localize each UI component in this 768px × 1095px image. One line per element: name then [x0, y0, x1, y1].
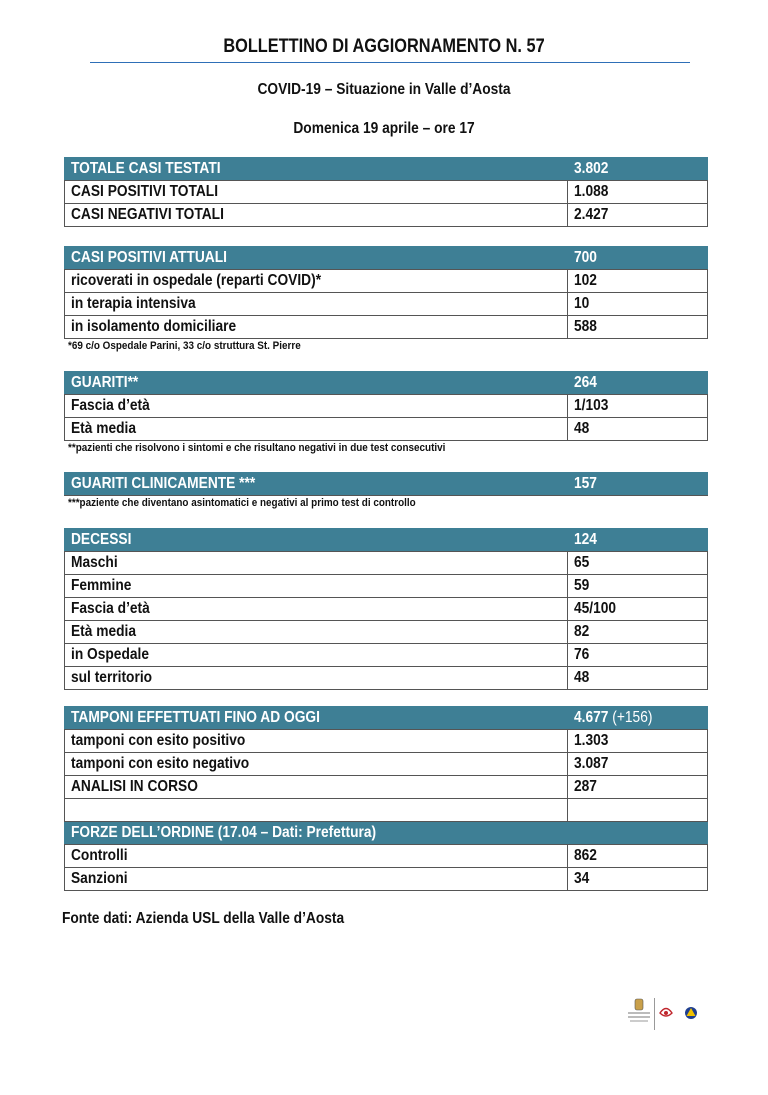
table-header-row — [65, 158, 708, 181]
header-value: 3.802 — [574, 160, 609, 177]
row-value: 65 — [574, 554, 590, 571]
table-row — [65, 316, 708, 339]
table-row — [65, 845, 708, 868]
table-row — [65, 598, 708, 621]
header-value: 264 — [574, 374, 598, 391]
table-casi-testati — [64, 157, 708, 227]
table-positivi-attuali — [64, 246, 708, 339]
row-label: in Ospedale — [71, 646, 150, 663]
row-value: 102 — [574, 272, 598, 289]
row-value: 34 — [574, 870, 590, 887]
row-value: 287 — [574, 778, 598, 795]
table-row — [65, 667, 708, 690]
data-source: Fonte dati: Azienda USL della Valle d’Aosta — [62, 910, 345, 927]
table-row — [65, 395, 708, 418]
table-row — [65, 270, 708, 293]
row-label: tamponi con esito positivo — [71, 732, 246, 749]
title-underline — [90, 62, 690, 63]
table-header-row — [65, 473, 708, 496]
header-value: 124 — [574, 531, 598, 548]
header-label: CASI POSITIVI ATTUALI — [71, 249, 227, 266]
header-value: 700 — [574, 249, 598, 266]
table-header-row — [65, 247, 708, 270]
table-row — [65, 621, 708, 644]
table-row — [65, 644, 708, 667]
footnote-guariti-clinicamente: ***paziente che diventano asintomatici e negativi al primo test di controllo — [68, 497, 416, 509]
header-value: 157 — [574, 475, 598, 492]
table-row — [65, 293, 708, 316]
table-row — [65, 204, 708, 227]
row-label: Fascia d’età — [71, 600, 150, 617]
row-value: 1.088 — [574, 183, 609, 200]
header-value: 4.677 — [574, 709, 609, 726]
row-label: Sanzioni — [71, 870, 128, 887]
header-label: FORZE DELL’ORDINE (17.04 – Dati: Prefettura) — [71, 824, 377, 841]
row-value: 82 — [574, 623, 590, 640]
table-tamponi — [64, 706, 708, 891]
row-label: Controlli — [71, 847, 128, 864]
row-value: 2.427 — [574, 206, 609, 223]
table-row — [65, 753, 708, 776]
row-value: 3.087 — [574, 755, 609, 772]
row-label: Fascia d’età — [71, 397, 150, 414]
header-label: GUARITI CLINICAMENTE *** — [71, 475, 256, 492]
row-label: in terapia intensiva — [71, 295, 196, 312]
logo-divider — [654, 998, 655, 1030]
table-row — [65, 776, 708, 799]
header-label: TOTALE CASI TESTATI — [71, 160, 221, 177]
row-value: 76 — [574, 646, 590, 663]
table-row — [65, 730, 708, 753]
civil-protection-logo-icon — [685, 1007, 697, 1019]
row-label: CASI NEGATIVI TOTALI — [71, 206, 224, 223]
table-row — [65, 181, 708, 204]
row-value: 588 — [574, 318, 598, 335]
header-label: TAMPONI EFFETTUATI FINO AD OGGI — [71, 709, 320, 726]
institutional-logos — [624, 997, 702, 1031]
table-row — [65, 552, 708, 575]
table-guariti-clinicamente — [64, 472, 708, 496]
header-label: DECESSI — [71, 531, 132, 548]
table-row-empty — [65, 799, 708, 822]
table-header-row — [65, 372, 708, 395]
row-label: CASI POSITIVI TOTALI — [71, 183, 219, 200]
bulletin-subtitle: COVID-19 – Situazione in Valle d’Aosta — [257, 81, 511, 98]
row-value: 1.303 — [574, 732, 609, 749]
region-coat-of-arms-icon — [628, 999, 650, 1022]
row-label: ricoverati in ospedale (reparti COVID)* — [71, 272, 322, 289]
table-row — [65, 418, 708, 441]
row-value: 45/100 — [574, 600, 617, 617]
row-value: 10 — [574, 295, 590, 312]
bulletin-date: Domenica 19 aprile – ore 17 — [293, 120, 475, 137]
footnote-hospitals: *69 c/o Ospedale Parini, 33 c/o struttura St. Pierre — [68, 340, 301, 352]
row-value: 48 — [574, 420, 590, 437]
row-label: in isolamento domiciliare — [71, 318, 237, 335]
row-label: sul territorio — [71, 669, 153, 686]
row-label: tamponi con esito negativo — [71, 755, 250, 772]
header-label: GUARITI** — [71, 374, 139, 391]
row-label: Maschi — [71, 554, 118, 571]
table-guariti — [64, 371, 708, 441]
table-header-row — [65, 707, 708, 730]
row-value: 1/103 — [574, 397, 609, 414]
row-value: 59 — [574, 577, 590, 594]
row-label: ANALISI IN CORSO — [71, 778, 198, 795]
table-header-row — [65, 822, 708, 845]
usl-logo-icon — [660, 1009, 672, 1017]
table-decessi — [64, 528, 708, 690]
header-value-increment: (+156) — [612, 709, 653, 726]
row-label: Età media — [71, 623, 137, 640]
footnote-guariti: **pazienti che risolvono i sintomi e che risultano negativi in due test consecutivi — [68, 442, 446, 454]
table-row — [65, 575, 708, 598]
row-value: 48 — [574, 669, 590, 686]
bulletin-title: BOLLETTINO DI AGGIORNAMENTO N. 57 — [223, 36, 545, 57]
row-label: Età media — [71, 420, 137, 437]
row-value: 862 — [574, 847, 598, 864]
table-row — [65, 868, 708, 891]
table-header-row — [65, 529, 708, 552]
row-label: Femmine — [71, 577, 132, 594]
